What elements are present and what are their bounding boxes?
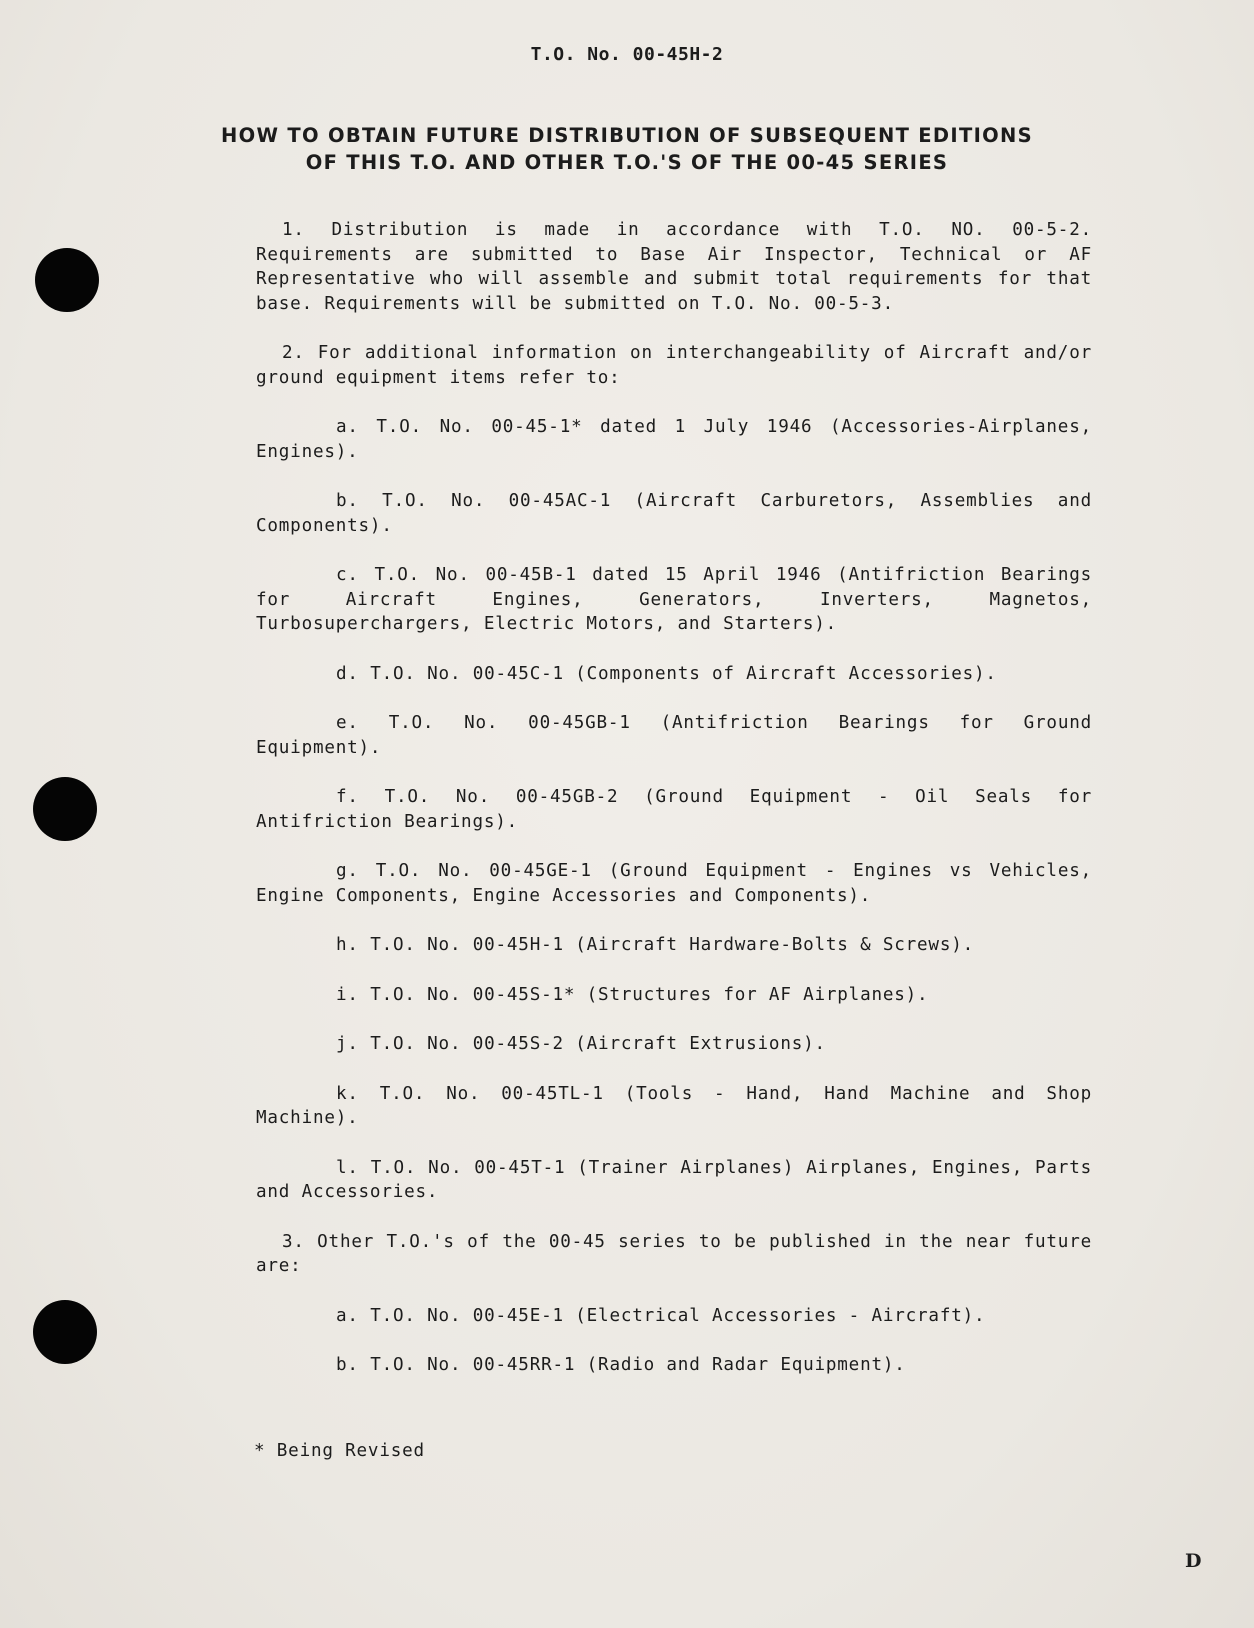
refer-item-h: [256, 933, 1092, 958]
item-marker: j.: [336, 1034, 359, 1054]
item-text: T.O. No. 00-45GB-1 (Antifriction Bearings for Ground Equipment).: [256, 713, 1092, 758]
refer-item-e: [256, 711, 1092, 760]
refer-item-c: [256, 563, 1092, 637]
footnote: * Being Revised: [254, 1441, 425, 1461]
paragraph-text: Other T.O.'s of the 00-45 series to be published in the near future are:: [256, 1231, 1092, 1276]
item-text: T.O. No. 00-45TL-1 (Tools - Hand, Hand Machine and Shop Machine).: [256, 1083, 1092, 1128]
item-text: T.O. No. 00-45B-1 dated 15 April 1946 (Antifriction Bearings for Aircraft Engines, Generators, Inverters, Magnetos, Turbosuperchargers, Electric Motors, and Starters).: [256, 565, 1092, 634]
document-body: [256, 218, 1092, 1378]
refer-item-g: [256, 859, 1092, 908]
refer-item-f: [256, 785, 1092, 834]
refer-item-b: [256, 489, 1092, 538]
future-item-b: [256, 1353, 1092, 1378]
item-text: T.O. No. 00-45H-1 (Aircraft Hardware-Bolts & Screws).: [370, 935, 974, 955]
page-letter: D: [1185, 1550, 1202, 1572]
paragraph-marker: 1.: [282, 220, 305, 240]
item-marker: g.: [336, 861, 359, 881]
item-text: T.O. No. 00-45GB-2 (Ground Equipment - Oil Seals for Antifriction Bearings).: [256, 787, 1092, 832]
item-text: T.O. No. 00-45S-2 (Aircraft Extrusions).: [370, 1034, 826, 1054]
item-marker: a.: [336, 417, 359, 437]
paragraph-marker: 2.: [282, 343, 305, 363]
title-line-2: OF THIS T.O. AND OTHER T.O.'S OF THE 00-45 SERIES: [305, 151, 949, 174]
item-text: T.O. No. 00-45S-1* (Structures for AF Airplanes).: [370, 984, 929, 1005]
item-marker: a.: [336, 1305, 359, 1326]
item-marker: i.: [336, 984, 359, 1005]
binder-hole-top: [35, 248, 99, 312]
item-marker: l.: [336, 1157, 359, 1178]
item-marker: f.: [336, 787, 359, 807]
future-item-a: [256, 1304, 1092, 1329]
item-text: T.O. No. 00-45AC-1 (Aircraft Carburetors, Assemblies and Components).: [256, 491, 1092, 536]
item-marker: b.: [336, 491, 359, 511]
refer-item-k: [256, 1082, 1092, 1131]
item-marker: d.: [336, 663, 359, 684]
refer-item-d: [256, 662, 1092, 687]
refer-item-i: [256, 983, 1092, 1008]
page-title: [0, 122, 1254, 176]
paragraph-1: [256, 218, 1092, 316]
paragraph-marker: 3.: [282, 1231, 305, 1252]
item-text: T.O. No. 00-45T-1 (Trainer Airplanes) Airplanes, Engines, Parts and Accessories.: [256, 1157, 1092, 1202]
item-text: T.O. No. 00-45RR-1 (Radio and Radar Equipment).: [370, 1355, 906, 1375]
refer-item-l: [256, 1156, 1092, 1205]
item-text: T.O. No. 00-45GE-1 (Ground Equipment - Engines vs Vehicles, Engine Components, Engine Accessories and Components).: [256, 861, 1092, 906]
item-text: T.O. No. 00-45E-1 (Electrical Accessories - Aircraft).: [370, 1305, 986, 1326]
refer-item-j: [256, 1032, 1092, 1057]
paragraph-3: [256, 1230, 1092, 1279]
binder-hole-bottom: [33, 1300, 97, 1364]
item-text: T.O. No. 00-45C-1 (Components of Aircraft Accessories).: [370, 663, 997, 684]
item-marker: e.: [336, 713, 359, 733]
item-text: T.O. No. 00-45-1* dated 1 July 1946 (Accessories-Airplanes, Engines).: [256, 417, 1092, 462]
item-marker: k.: [336, 1083, 359, 1104]
paragraph-2: [256, 341, 1092, 390]
refer-item-a: [256, 415, 1092, 464]
paragraph-text: For additional information on interchangeability of Aircraft and/or ground equipment items refer to:: [256, 343, 1092, 388]
item-marker: c.: [336, 565, 359, 585]
binder-hole-middle: [33, 777, 97, 841]
item-marker: b.: [336, 1355, 359, 1375]
title-line-1: HOW TO OBTAIN FUTURE DISTRIBUTION OF SUBSEQUENT EDITIONS: [221, 124, 1033, 147]
doc-number-header: T.O. No. 00-45H-2: [530, 44, 724, 65]
item-marker: h.: [336, 935, 359, 955]
paragraph-text: Distribution is made in accordance with T.O. NO. 00-5-2. Requirements are submitted to Base Air Inspector, Technical or AF Representative who will assemble and submit total requirements for that base. Requirements will be submitted on T.O. No. 00-5-3.: [256, 220, 1092, 314]
